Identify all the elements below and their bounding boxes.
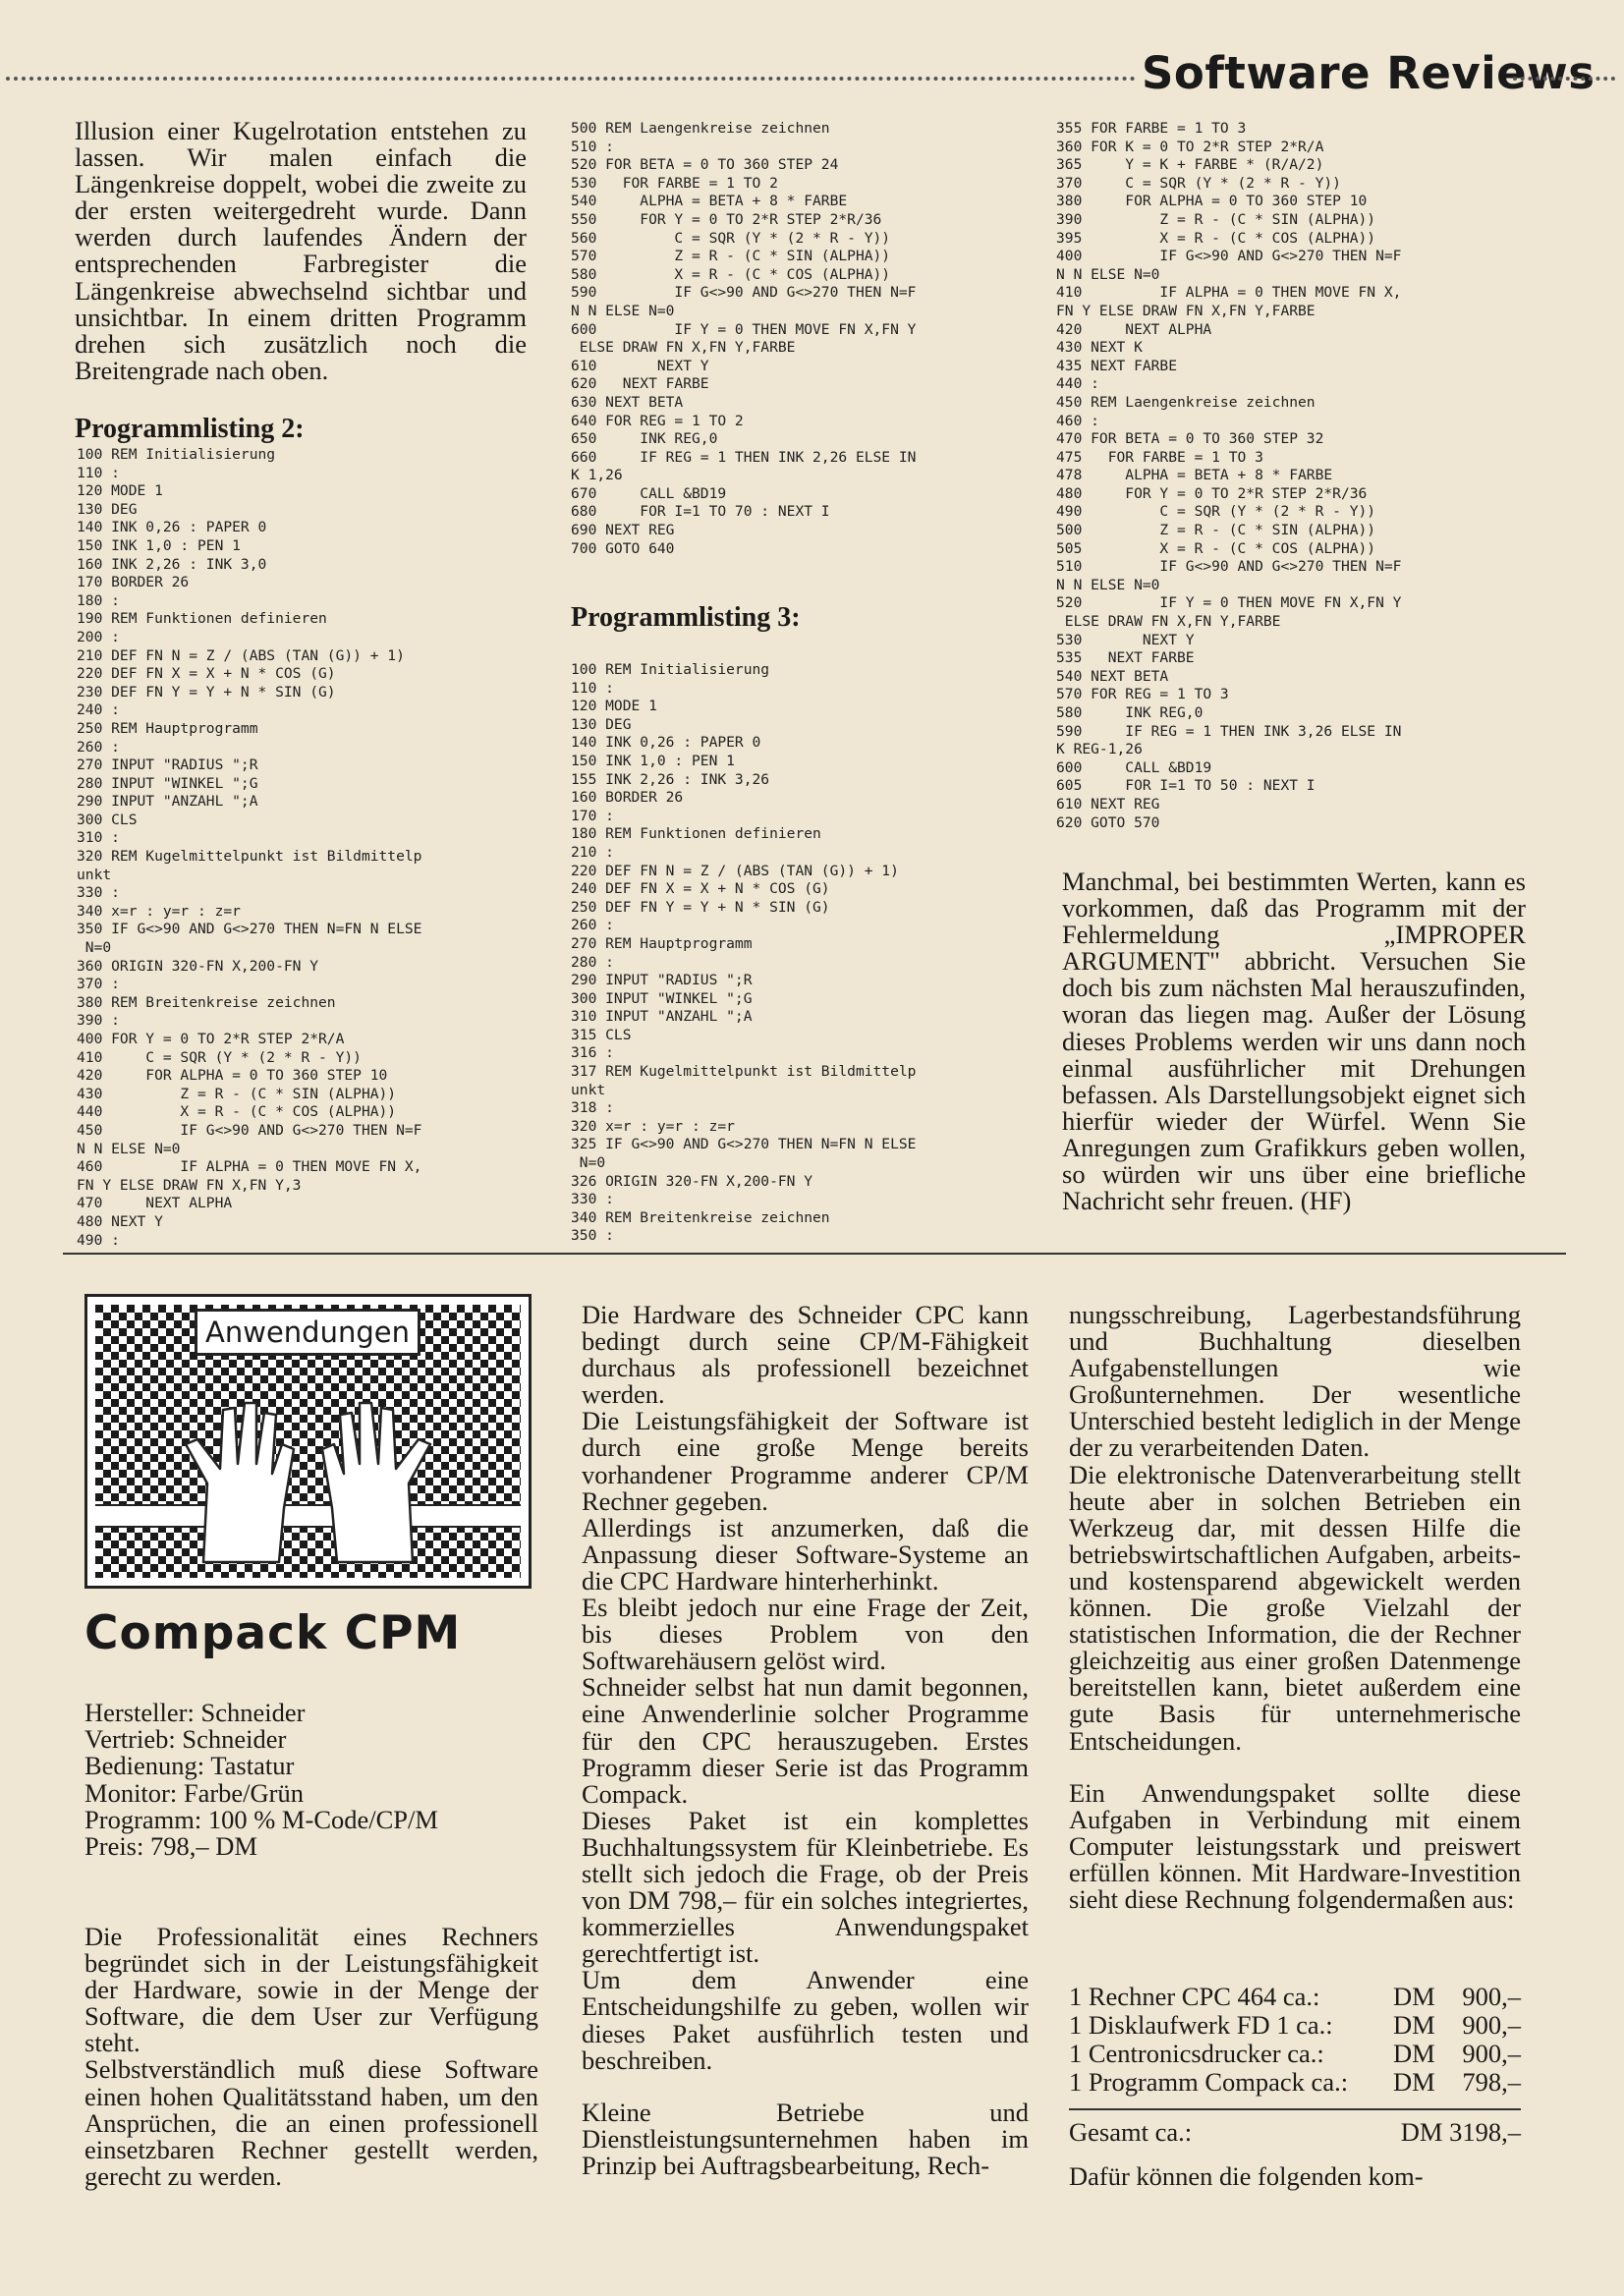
header-dotted-rule <box>6 77 1136 81</box>
anwendungen-banner <box>84 1294 532 1589</box>
header-dotted-rule-right <box>1513 77 1615 81</box>
paragraph: Die elektronische Datenverarbeitung stellt heute aber in solchen Betrieben ein Werkzeug dar, mit dessen Hilfe die betriebswirtschaftlichen Aufgaben, arbeits- und kostensparend abgewickelt werden können. Die große Vielzahl der statistischen Information, die der Rechner gleichzeitig aus einer großen Datenmenge bereitstellen kann, bietet außerdem eine gute Basis für unternehmerische Entscheidungen. <box>1069 1459 1521 1756</box>
listing-3-heading: Programmlisting 3: <box>571 602 801 633</box>
cost-item: 1 Disklaufwerk FD 1 ca.: <box>1069 2010 1333 2040</box>
listing-2-code-part1: 100 REM Initialisierung 110 : 120 MODE 1 130 DEG 140 INK 0,26 : PAPER 0 150 INK 1,0 : PEN 1 160 INK 2,26 : INK 3,0 170 BORDER 26 180 : 190 REM Funktionen definieren 200 : 210 DEF FN N = Z / (ABS (TAN (G)) + 1) 220 DEF FN X = X + N * COS (G) 230 DEF FN Y = Y + N * SIN (G) 240 : 250 REM Hauptprogramm 260 : 270 INPUT "RADIUS ";R 280 INPUT "WINKEL ";G 290 INPUT "ANZAHL ";A 300 CLS 310 : 320 REM Kugelmittelpunkt ist Bildmittelp unkt 330 : 340 x=r : y=r : z=r 350 IF G<>90 AND G<>270 THEN N=FN N ELSE N=0 360 ORIGIN 320-FN X,200-FN Y 370 : 380 REM Breitenkreise zeichnen 390 : 400 FOR Y = 0 TO 2*R STEP 2*R/A 410 C = SQR (Y * (2 * R - Y)) 420 FOR ALPHA = 0 TO 360 STEP 10 430 Z = R - (C * SIN (ALPHA)) 440 X = R - (C * COS (ALPHA)) 450 IF G<>90 AND G<>270 THEN N=F N N ELSE N=0 460 IF ALPHA = 0 THEN MOVE FN X, FN Y ELSE DRAW FN X,FN Y,3 470 NEXT ALPHA 480 NEXT Y 490 : <box>77 446 422 1249</box>
paragraph: Die Hardware des Schneider CPC kann bedingt durch seine CP/M-Fähigkeit durchaus als professionell bezeichnet werden. <box>582 1300 1029 1410</box>
total-amount: DM 3198,– <box>1400 2117 1521 2147</box>
section-divider <box>63 1253 1566 1255</box>
compack-col3 <box>1069 1302 1521 1913</box>
cost-item: 1 Programm Compack ca.: <box>1069 2067 1349 2097</box>
paragraph: Die Professionalität eines Rechners begründet sich in der Leistungsfähigkeit der Hardware, sowie in der Menge der Software, die dem User zur Verfügung steht. <box>84 1922 538 2058</box>
paragraph: Allerdings ist anzumerken, daß die Anpassung dieser Software-Systeme an die CPC Hardware hinterherhinkt. <box>582 1512 1029 1596</box>
cost-item: 1 Centronicsdrucker ca.: <box>1069 2039 1324 2068</box>
paragraph: Selbstverständlich muß diese Software einen hohen Qualitätsstand haben, um den Ansprüchen, die an einen professionell einsetzbaren Rechner gestellt werden, gerecht zu werden. <box>84 2054 538 2191</box>
paragraph: nungsschreibung, Lagerbestandsführung und Buchhaltung dieselben Aufgabenstellungen wie Großunternehmen. Der wesentliche Unterschied besteht lediglich in der Menge der zu verarbeitenden Daten. <box>1069 1300 1521 1463</box>
banner-label: Anwendungen <box>195 1309 420 1356</box>
compack-col3-last: Dafür können die folgenden kom- <box>1069 2161 1424 2191</box>
total-row <box>1069 2118 1521 2147</box>
paragraph: Ein Anwendungspaket sollte diese Aufgaben in Verbindung mit einem Computer leistungsstark und preiswert erfüllen können. Mit Hardware-Investition sieht diese Rechnung folgendermaßen aus: <box>1069 1777 1521 1914</box>
cost-amount: 798,– <box>1462 2067 1521 2097</box>
listing-3-code-part1: 100 REM Initialisierung 110 : 120 MODE 1 130 DEG 140 INK 0,26 : PAPER 0 150 INK 1,0 : PEN 1 155 INK 2,26 : INK 3,26 160 BORDER 26 170 : 180 REM Funktionen definieren 210 : 220 DEF FN N = Z / (ABS (TAN (G)) + 1) 240 DEF FN X = X + N * COS (G) 250 DEF FN Y = Y + N * SIN (G) 260 : 270 REM Hauptprogramm 280 : 290 INPUT "RADIUS ";R 300 INPUT "WINKEL ";G 310 INPUT "ANZAHL ";A 315 CLS 316 : 317 REM Kugelmittelpunkt ist Bildmittelp unkt 318 : 320 x=r : y=r : z=r 325 IF G<>90 AND G<>270 THEN N=FN N ELSE N=0 326 ORIGIN 320-FN X,200-FN Y 330 : 340 REM Breitenkreise zeichnen 350 : <box>571 661 917 1245</box>
section-title: Software Reviews <box>1142 47 1596 99</box>
spec-monitor: Monitor: Farbe/Grün <box>84 1777 305 1808</box>
spec-control: Bedienung: Tastatur <box>84 1751 295 1781</box>
compack-col1 <box>84 1924 538 2190</box>
article-title: Compack CPM <box>84 1606 462 1660</box>
spec-price: Preis: 798,– DM <box>84 1831 257 1862</box>
spec-distribution: Vertrieb: Schneider <box>84 1724 287 1755</box>
cost-row <box>1069 2011 1521 2040</box>
listing-2-code-part2: 500 REM Laengenkreise zeichnen 510 : 520 FOR BETA = 0 TO 360 STEP 24 530 FOR FARBE = 1 TO 2 540 ALPHA = BETA + 8 * FARBE 550 FOR Y = 0 TO 2*R STEP 2*R/36 560 C = SQR (Y * (2 * R - Y)) 570 Z = R - (C * SIN (ALPHA)) 580 X = R - (C * COS (ALPHA)) 590 IF G<>90 AND G<>270 THEN N=F N N ELSE N=0 600 IF Y = 0 THEN MOVE FN X,FN Y ELSE DRAW FN X,FN Y,FARBE 610 NEXT Y 620 NEXT FARBE 630 NEXT BETA 640 FOR REG = 1 TO 2 650 INK REG,0 660 IF REG = 1 THEN INK 2,26 ELSE IN K 1,26 670 CALL &BD19 680 FOR I=1 TO 70 : NEXT I 690 NEXT REG 700 GOTO 640 <box>571 120 917 557</box>
cost-currency: DM <box>1393 2067 1435 2097</box>
closing-paragraph: Manchmal, bei bestimmten Werten, kann es vorkommen, daß das Programm mit der Fehlermeldung „IMPROPER ARGUMENT" abbricht. Versuchen Sie doch bis zum nächsten Mal herauszufinden, woran das liegen mag. Außer der Lösung dieses Problems werden wir uns dann noch einmal ausführlicher mit Drehungen befassen. Als Darstellungsobjekt eignet sich hierfür wieder der Würfel. Wenn Sie Anregungen zum Grafikkurs geben wollen, so würden wir uns über eine briefliche Nachricht sehr freuen. (HF) <box>1062 867 1526 1216</box>
paragraph: Kleine Betriebe und Dienstleistungsunternehmen haben im Prinzip bei Auftragsbearbeitung, Rech- <box>582 2097 1029 2180</box>
cost-amount: 900,– <box>1462 2039 1521 2068</box>
compack-col2 <box>582 1302 1029 2179</box>
paragraph: Es bleibt jedoch nur eine Frage der Zeit, bis dieses Problem von den Softwarehäusern gelöst wird. <box>582 1593 1029 1676</box>
cost-currency: DM <box>1393 2039 1435 2068</box>
cost-currency: DM <box>1393 2010 1435 2040</box>
total-rule <box>1069 2108 1521 2110</box>
cost-item: 1 Rechner CPC 464 ca.: <box>1069 1982 1320 2011</box>
spec-manufacturer: Hersteller: Schneider <box>84 1698 306 1727</box>
paragraph: Um dem Anwender eine Entscheidungshilfe zu geben, wollen wir dieses Paket ausführlich testen und beschreiben. <box>582 1965 1029 2075</box>
cost-table <box>1069 1982 1521 2147</box>
paragraph: Schneider selbst hat nun damit begonnen, eine Anwenderlinie solcher Programme für den CPC herauszugeben. Erstes Programm dieser Serie ist das Programm Compack. <box>582 1672 1029 1809</box>
spec-list <box>84 1700 438 1860</box>
cost-amount: 900,– <box>1462 2010 1521 2040</box>
intro-paragraph: Illusion einer Kugelrotation entstehen zu lassen. Wir malen einfach die Längenkreise doppelt, wobei die zweite zu der ersten weitergedreht wurde. Dann werden durch laufendes Ändern der entsprechenden Farbregister die Längenkreise abwechselnd sichtbar und unsichtbar. In einem dritten Programm drehen sich zusätzlich noch die Breitengrade nach oben. <box>75 116 527 385</box>
paragraph: Die Leistungsfähigkeit der Software ist durch eine große Menge bereits vorhandener Programme anderer CP/M Rechner gegeben. <box>582 1406 1029 1516</box>
paragraph: Dieses Paket ist ein komplettes Buchhaltungssystem für Kleinbetriebe. Es stellt sich jedoch die Frage, ob der Preis von DM 798,– für ein solches integriertes, kommerzielles Anwendungspaket gerechtfertigt ist. <box>582 1805 1029 1969</box>
listing-2-heading: Programmlisting 2: <box>75 414 305 444</box>
listing-3-code-part2: 355 FOR FARBE = 1 TO 3 360 FOR K = 0 TO 2*R STEP 2*R/A 365 Y = K + FARBE * (R/A/2) 370 C = SQR (Y * (2 * R - Y)) 380 FOR ALPHA = 0 TO 360 STEP 10 390 Z = R - (C * SIN (ALPHA)) 395 X = R - (C * COS (ALPHA)) 400 IF G<>90 AND G<>270 THEN N=F N N ELSE N=0 410 IF ALPHA = 0 THEN MOVE FN X, FN Y ELSE DRAW FN X,FN Y,FARBE 420 NEXT ALPHA 430 NEXT K 435 NEXT FARBE 440 : 450 REM Laengenkreise zeichnen 460 : 470 FOR BETA = 0 TO 360 STEP 32 475 FOR FARBE = 1 TO 3 478 ALPHA = BETA + 8 * FARBE 480 FOR Y = 0 TO 2*R STEP 2*R/36 490 C = SQR (Y * (2 * R - Y)) 500 Z = R - (C * SIN (ALPHA)) 505 X = R - (C * COS (ALPHA)) 510 IF G<>90 AND G<>270 THEN N=F N N ELSE N=0 520 IF Y = 0 THEN MOVE FN X,FN Y ELSE DRAW FN X,FN Y,FARBE 530 NEXT Y 535 NEXT FARBE 540 NEXT BETA 570 FOR REG = 1 TO 3 580 INK REG,0 590 IF REG = 1 THEN INK 3,26 ELSE IN K REG-1,26 600 CALL &BD19 605 FOR I=1 TO 50 : NEXT I 610 NEXT REG 620 GOTO 570 <box>1056 120 1402 831</box>
spec-program: Programm: 100 % M-Code/CP/M <box>84 1804 438 1834</box>
cost-row <box>1069 1983 1521 2011</box>
cost-currency: DM <box>1393 1982 1435 2011</box>
cost-amount: 900,– <box>1462 1982 1521 2011</box>
cost-row <box>1069 2068 1521 2097</box>
cost-row <box>1069 2040 1521 2068</box>
total-label: Gesamt ca.: <box>1069 2117 1193 2147</box>
